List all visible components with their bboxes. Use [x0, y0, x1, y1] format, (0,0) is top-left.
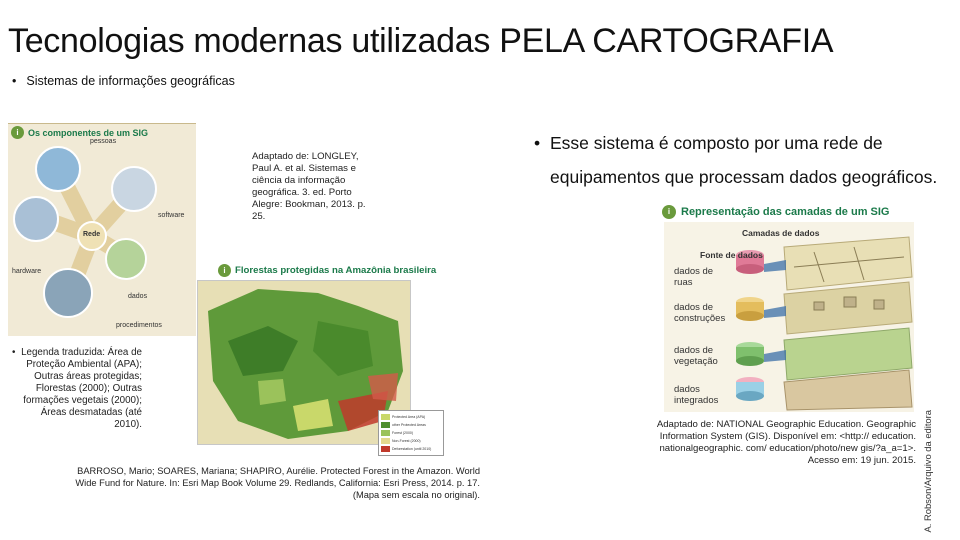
sig-components-title: Os componentes de um SIG [28, 127, 149, 138]
layer-label-integrated: dados integrados [674, 384, 719, 406]
composed-text: Esse sistema é composto por uma rede de equipamentos que processam dados geográficos. [550, 133, 938, 187]
legend-item: Non-Forest (2000) [381, 437, 441, 445]
label-software: software [158, 212, 185, 219]
label-hardware: hardware [12, 268, 42, 275]
sig-components-diagram [8, 141, 196, 336]
info-icon: i [11, 126, 24, 139]
map-legend [378, 410, 444, 456]
legend-item: other Protected Areas [381, 421, 441, 429]
bullet: • [12, 74, 17, 88]
layer-label-streets: dados de ruas [674, 266, 714, 288]
sig-components-figure [8, 123, 196, 336]
source-title: Fonte de dados [700, 250, 763, 260]
data-photo [106, 239, 146, 279]
people-photo [36, 147, 80, 191]
layer-label-buildings: dados de construções [674, 302, 726, 324]
software-photo [112, 167, 156, 211]
translated-legend-text: Legenda traduzida: Área de Proteção Ambiental (APA); Outras áreas protegidas; Florestas (2000); Outras formações vegetais (2000); Áreas desmatadas (até 2010). [21, 347, 142, 430]
info-icon: i [218, 264, 231, 277]
label-procedures: procedimentos [116, 322, 162, 329]
label-data: dados [128, 293, 148, 300]
reference-national: Adaptado de: NATIONAL Geographic Education. Geographic Information System (GIS). Disponível em: <http:// education. nationalgeographic. com/ education/photo/new gis/?a_a=1>. Acesso em: 19 jun. 2015. [656, 419, 916, 466]
amazon-map-header [218, 264, 436, 277]
amazon-map-title: Florestas protegidas na Amazônia brasileira [235, 265, 437, 276]
composed-statement [534, 126, 954, 194]
layers-title: Camadas de dados [742, 228, 820, 238]
hardware-photo [14, 197, 58, 241]
reference-barroso: BARROSO, Mario; SOARES, Mariana; SHAPIRO, Aurélie. Protected Forest in the Amazon. World Wide Fund for Nature. In: Esri Map Book Volume 29. Redlands, California: Esri Press, 2014. p. 17. (Mapa sem escala no original). [75, 466, 480, 500]
layer-label-vegetation: dados de vegetação [674, 345, 718, 367]
reference-longley: Adaptado de: LONGLEY, Paul A. et al. Sistemas e ciência da informação geográfica. 3. ed. Porto Alegre: Bookman, 2013. p. 25. [252, 151, 366, 222]
image-credit: A. Robson/Arquivo da editora [922, 410, 933, 533]
sig-layers-header [662, 205, 889, 219]
legend-item: Forest (2000) [381, 429, 441, 437]
procedures-photo [44, 269, 92, 317]
sig-layers-figure [664, 222, 914, 412]
label-people: pessoas [90, 138, 117, 145]
bullet: • [12, 347, 16, 358]
subtitle-text: Sistemas de informações geográficas [26, 74, 235, 88]
info-icon: i [662, 205, 676, 219]
subtitle [12, 74, 235, 88]
sig-layers-title: Representação das camadas de um SIG [681, 206, 890, 218]
translated-legend [12, 347, 142, 431]
hub-label: Rede [83, 231, 101, 238]
layer-planes [784, 237, 912, 410]
page-title: Tecnologias modernas utilizadas PELA CARTOGRAFIA [8, 22, 834, 60]
legend-item: Protected Area (APA) [381, 413, 441, 421]
bullet: • [534, 133, 541, 153]
legend-item: Deforestation (until 2010) [381, 445, 441, 453]
